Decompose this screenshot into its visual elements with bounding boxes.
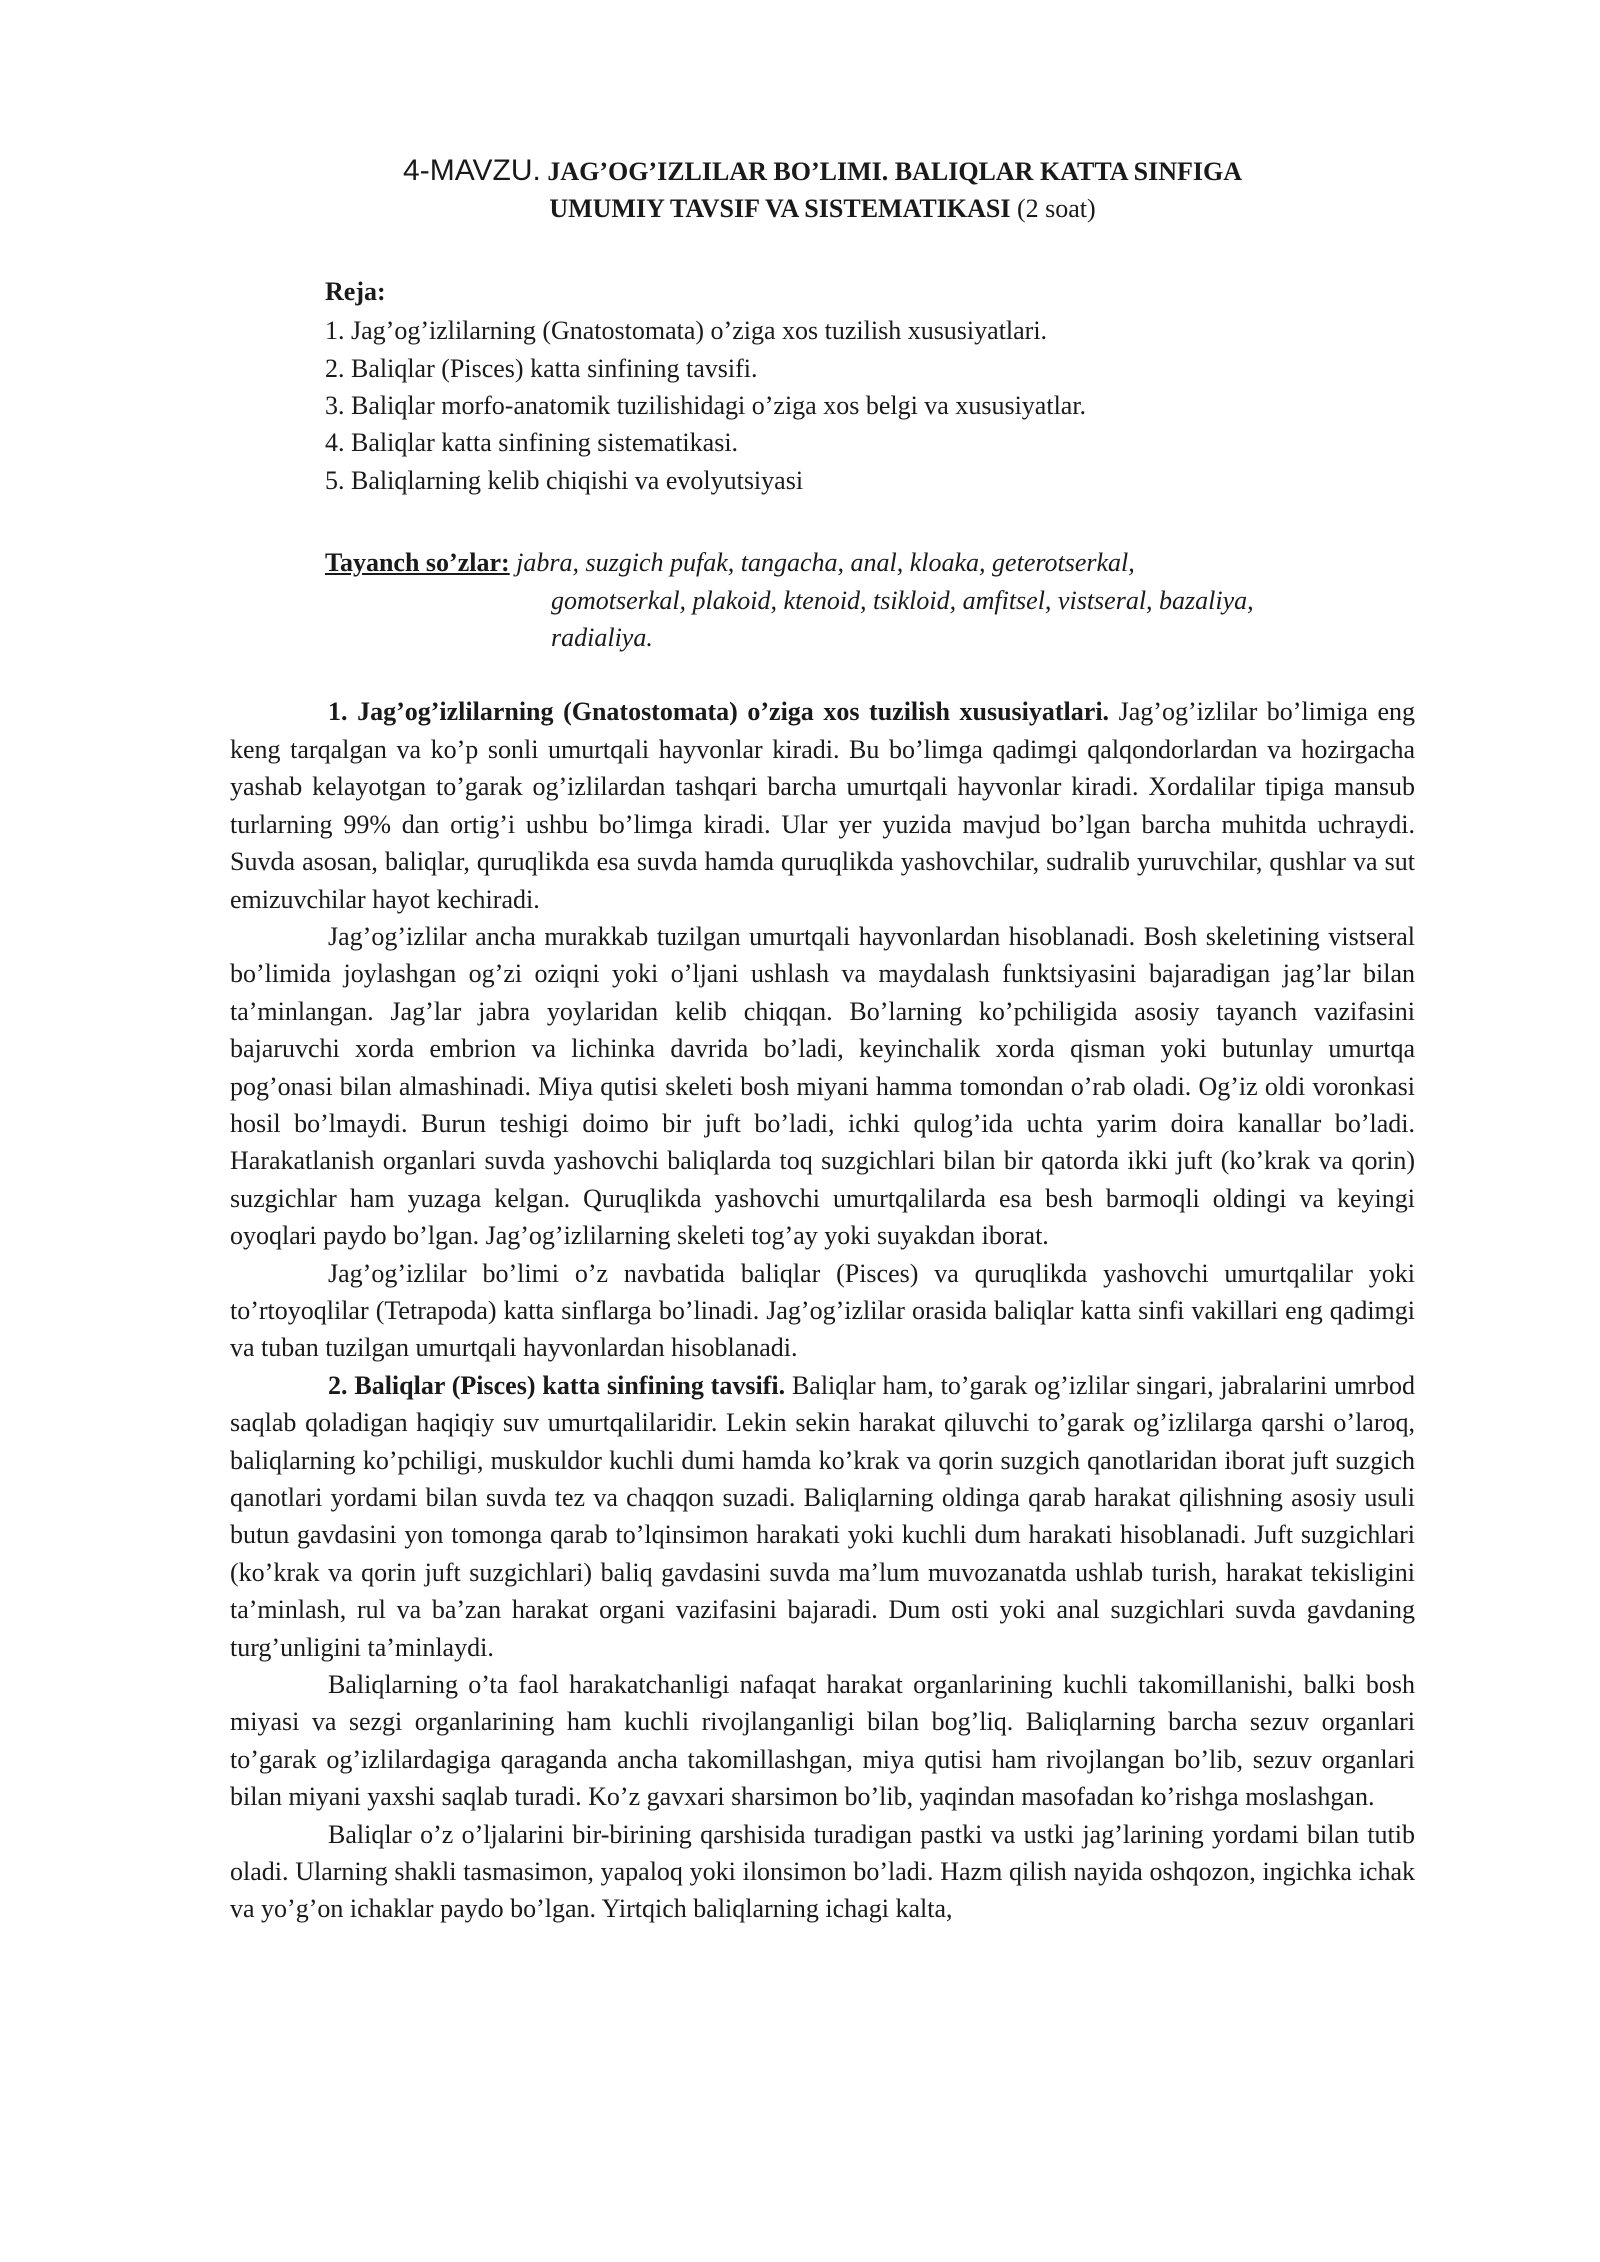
paragraph-text: Jag’og’izlilar bo’limiga eng keng tarqalgan va ko’p sonli umurtqali hayvonlar kiradi. Bu bo’limga qadimgi qalqondorlardan va hozirgacha yashab kelayotgan to’garak og’izlilardan tashqari barcha umurtqali hayvonlar kiradi. Xordalilar tipiga mansub turlarning 99% dan ortig’i ushbu bo’limga kiradi. Ular yer yuzida mavjud bo’lgan barcha muhitda uchraydi. Suvda asosan, baliqlar, quruqlikda esa suvda hamda quruqlikda yashovchilar, sudralib yuruvchilar, qushlar va sut emizuvchilar hayot kechiradi. (230, 697, 1415, 914)
section-heading: 1. Jag’og’izlilarning (Gnatostomata) o’ziga xos tuzilish xususiyatlari. (328, 697, 1110, 727)
plan-item: 4. Baliqlar katta sinfining sistematikasi. (325, 428, 739, 458)
keywords-label: Tayanch so’zlar: (325, 548, 510, 578)
title-hours: (2 soat) (1016, 194, 1096, 224)
keywords-block (325, 544, 1415, 656)
body-paragraph (230, 1367, 1415, 1666)
body-paragraph (230, 1816, 1415, 1928)
topic-number: 4-MAVZU. (403, 154, 541, 187)
paragraph-text: Baliqlar o’z o’ljalarini bir-birining qarshisida turadigan pastki va ustki jag’larining yordami bilan tutib oladi. Ularning shakli tasmasimon, yapaloq yoki ilonsimon bo’ladi. Hazm qilish nayida oshqozon, ingichka ichak va yo’g’on ichaklar paydo bo’lgan. Yirtqich baliqlarning ichagi kalta, (230, 1819, 1415, 1924)
keywords-line-3: radialiya. (551, 623, 653, 653)
plan-heading: Reja: (325, 276, 386, 306)
body-paragraph (230, 918, 1415, 1255)
plan-item: 3. Baliqlar morfo-anatomik tuzilishidagi o’ziga xos belgi va xususiyatlar. (325, 391, 1087, 421)
body-paragraph (230, 1666, 1415, 1816)
body-paragraph (230, 1255, 1415, 1367)
title-line-1: JAG’OG’IZLILAR BO’LIMI. BALIQLAR KATTA SINFIGA (547, 157, 1242, 186)
keywords-line-1: jabra, suzgich pufak, tangacha, anal, kloaka, geterotserkal, (516, 548, 1135, 578)
page-title (230, 152, 1415, 228)
plan-block (325, 273, 1415, 499)
document-page (230, 152, 1415, 1928)
plan-item: 5. Baliqlarning kelib chiqishi va evolyutsiyasi (325, 465, 804, 495)
plan-item: 2. Baliqlar (Pisces) katta sinfining tavsifi. (325, 353, 758, 383)
paragraph-text: Baliqlarning o’ta faol harakatchanligi nafaqat harakat organlarining kuchli takomillanishi, balki bosh miyasi va sezgi organlarining ham kuchli rivojlanganligi bilan bog’liq. Baliqlarning barcha sezuv organlari to’garak og’izlilardagiga qaraganda ancha takomillashgan, miya qutisi ham rivojlangan bo’lib, sezuv organlari bilan miyani yaxshi saqlab turadi. Ko’z gavxari sharsimon bo’lib, yaqindan masofadan ko’rishga moslashgan. (230, 1670, 1415, 1812)
body-paragraph (230, 693, 1415, 917)
paragraph-text: Jag’og’izlilar ancha murakkab tuzilgan umurtqali hayvonlardan hisoblanadi. Bosh skeletining vistseral bo’limida joylashgan og’zi oziqni yoki o’ljani ushlash va maydalash funktsiyasini bajaradigan jag’lar bilan ta’minlangan. Jag’lar jabra yoylaridan kelib chiqqan. Bo’larning ko’pchiligida asosiy tayanch vazifasini bajaruvchi xorda embrion va lichinka davrida bo’ladi, keyinchalik xorda qisman yoki butunlay umurtqa pog’onasi bilan almashinadi. Miya qutisi skeleti bosh miyani hamma tomondan o’rab oladi. Og’iz oldi voronkasi hosil bo’lmaydi. Burun teshigi doimo bir juft bo’ladi, ichki qulog’ida uchta yarim doira kanallar bo’ladi. Harakatlanish organlari suvda yashovchi baliqlarda toq suzgichlari bilan bir qatorda ikki juft (ko’krak va qorin) suzgichlar ham yuzaga kelgan. Quruqlikda yashovchi umurtqalilarda esa besh barmoqli oldingi va keyingi oyoqlari paydo bo’lgan. Jag’og’izlilarning skeleti tog’ay yoki suyakdan iborat. (230, 921, 1415, 1251)
keywords-line-2: gomotserkal, plakoid, ktenoid, tsikloid, amfitsel, vistseral, bazaliya, (551, 585, 1254, 615)
plan-item: 1. Jag’og’izlilarning (Gnatostomata) o’ziga xos tuzilish xususiyatlari. (325, 316, 1048, 346)
paragraph-text: Jag’og’izlilar bo’limi o’z navbatida baliqlar (Pisces) va quruqlikda yashovchi umurtqalilar yoki to’rtoyoqlilar (Tetrapoda) katta sinflarga bo’linadi. Jag’og’izlilar orasida baliqlar katta sinfi vakillari eng qadimgi va tuban tuzilgan umurtqali hayvonlardan hisoblanadi. (230, 1258, 1415, 1363)
title-line-2: UMUMIY TAVSIF VA SISTEMATIKASI (549, 194, 1011, 224)
paragraph-text: Baliqlar ham, to’garak og’izlilar singari, jabralarini umrbod saqlab qoladigan haqiqiy suv umurtqalilaridir. Lekin sekin harakat qiluvchi to’garak og’izlilarga qarshi o’laroq, baliqlarning ko’pchiligi, muskuldor kuchli dumi hamda ko’krak va qorin suzgich qanotlaridan iborat juft suzgich qanotlari yordami bilan suvda tez va chaqqon suzadi. Baliqlarning oldinga qarab harakat qilishning asosiy usuli butun gavdasini yon tomonga qarab to’lqinsimon harakati yoki kuchli dum harakati hisoblanadi. Juft suzgichlari (ko’krak va qorin juft suzgichlari) baliq gavdasini suvda ma’lum muvozanatda ushlab turish, harakat tekisligini ta’minlash, rul va ba’zan harakat organi vazifasini bajaradi. Dum osti yoki anal suzgichlari suvda gavdaning turg’unligini ta’minlaydi. (230, 1370, 1415, 1662)
section-heading: 2. Baliqlar (Pisces) katta sinfining tavsifi. (328, 1370, 786, 1400)
